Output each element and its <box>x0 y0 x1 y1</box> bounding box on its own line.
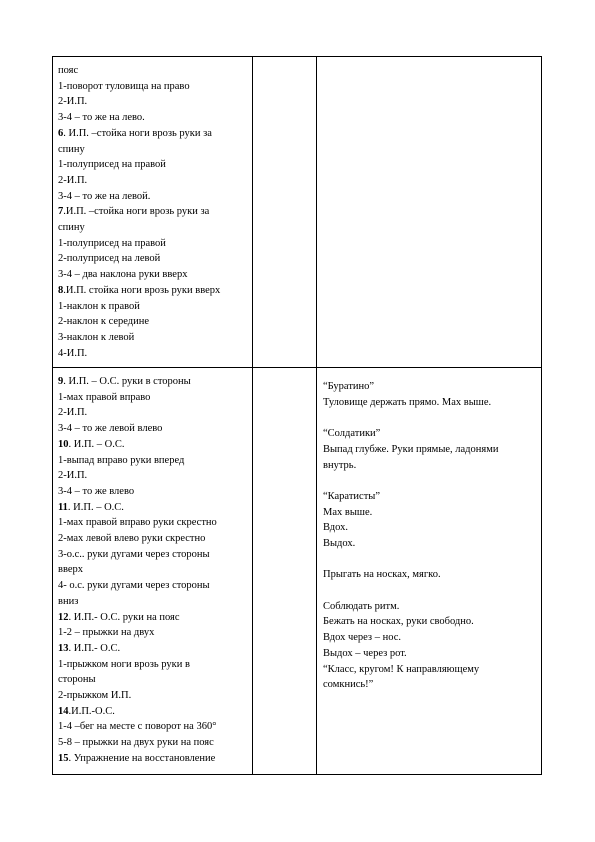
exercise-text: . Упражнение на восстановление <box>68 752 216 764</box>
blank-line <box>323 552 535 568</box>
exercise-text: 1-полуприсед на правой <box>58 237 166 249</box>
exercise-text: . И.П. – О.С. руки в стороны <box>63 376 191 387</box>
exercise-line <box>58 251 247 267</box>
instruction-line: “Класс, кругом! К направляющему <box>323 663 480 675</box>
exercise-text: 2-прыжком И.П. <box>58 690 132 702</box>
exercise-text: спину <box>58 222 85 234</box>
exercise-text: 1-мах правой вправо руки скрестно <box>58 517 217 529</box>
exercise-text: 1-поворот туловища на право <box>58 80 190 92</box>
exercise-text: 1-мах правой вправо <box>58 391 151 403</box>
instruction-line: внутрь. <box>323 459 357 471</box>
exercise-line <box>58 547 247 563</box>
exercise-line <box>58 299 247 315</box>
blank-line <box>323 473 535 489</box>
exercise-text: 2-полуприсед на левой <box>58 253 161 265</box>
instruction-line: Соблюдать ритм. <box>323 600 400 612</box>
exercise-line <box>58 657 247 673</box>
instruction-line: Мах выше. <box>323 506 373 518</box>
exercise-line <box>58 500 247 516</box>
dosage-cell <box>253 57 317 368</box>
exercise-text: 5-8 – прыжки на двух руки на пояс <box>58 737 214 749</box>
instruction-line: Выдох. <box>323 538 356 549</box>
exercise-text: 1-выпад вправо руки вперед <box>58 454 185 466</box>
exercise-line <box>58 110 247 126</box>
dosage-cell <box>253 368 317 775</box>
exercise-line <box>58 94 247 110</box>
exercise-text: вверх <box>58 564 84 576</box>
exercise-text: вниз <box>58 595 79 607</box>
exercise-text: . И.П. – О.С. <box>67 501 124 513</box>
exercise-line <box>58 641 247 657</box>
exercise-text: 1-4 –бег на месте с поворот на 360° <box>58 721 217 733</box>
exercise-text: . И.П.- О.С. <box>68 642 121 654</box>
exercise-number: 10 <box>58 438 69 450</box>
exercise-text: .И.П. –стойка ноги врозь руки за <box>63 206 210 218</box>
exercise-line <box>58 79 247 95</box>
instruction-line: “Каратисты” <box>323 490 380 502</box>
exercise-line <box>58 142 247 158</box>
exercise-line <box>58 314 247 330</box>
exercise-line <box>58 735 247 751</box>
exercise-line <box>58 189 247 205</box>
exercise-line <box>58 515 247 531</box>
exercise-line <box>58 594 247 610</box>
exercise-line <box>58 63 247 79</box>
exercise-text: 2-мах левой влево руки скрестно <box>58 533 206 545</box>
exercise-line <box>58 751 247 767</box>
exercise-line <box>58 672 247 688</box>
exercise-line <box>58 453 247 469</box>
exercise-text: . И.П. – О.С. <box>68 438 125 450</box>
instruction-line: Выдох – через рот. <box>323 647 407 659</box>
exercise-line <box>58 405 247 421</box>
exercise-line <box>58 390 247 406</box>
exercise-line <box>58 236 247 252</box>
exercise-text: 3-4 – то же левой влево <box>58 423 163 435</box>
exercise-text: .И.П. стойка ноги врозь руки вверх <box>63 284 221 296</box>
instruction-line: Бежать на носках, руки свободно. <box>323 616 474 628</box>
exercise-number: 13 <box>58 642 69 654</box>
exercise-line <box>58 157 247 173</box>
exercise-text: стороны <box>58 674 96 686</box>
exercise-text: . И.П.- О.С. руки на пояс <box>68 611 180 623</box>
exercise-text: 1-прыжком ноги врозь руки в <box>58 658 190 670</box>
exercise-text: 2-наклон к середине <box>58 316 150 328</box>
exercise-line <box>58 374 247 390</box>
exercise-line <box>58 346 247 362</box>
exercise-text: 3-4 – то же влево <box>58 485 135 497</box>
exercise-line <box>58 437 247 453</box>
exercise-number: 6 <box>58 127 64 139</box>
blank-line <box>323 583 535 599</box>
exercise-cell <box>53 368 253 775</box>
blank-line <box>323 410 535 426</box>
exercise-line <box>58 283 247 299</box>
instruction-line: “Буратино” <box>323 381 375 392</box>
exercise-text: 1-2 – прыжки на двух <box>58 627 155 639</box>
exercise-line <box>58 531 247 547</box>
exercise-text: спину <box>58 143 85 155</box>
exercise-line <box>58 468 247 484</box>
instructions-cell <box>317 57 542 368</box>
exercise-number: 12 <box>58 611 69 623</box>
exercise-number: 7 <box>58 206 64 218</box>
lesson-plan-table <box>52 56 542 775</box>
exercise-line <box>58 704 247 720</box>
instruction-line: Выпад глубже. Руки прямые, ладонями <box>323 443 499 455</box>
exercise-line <box>58 610 247 626</box>
exercise-number: 8 <box>58 284 64 296</box>
exercise-number: 9 <box>58 376 64 387</box>
exercise-text: 3-4 – два наклона руки вверх <box>58 269 188 281</box>
exercise-text: 4-И.П. <box>58 347 88 359</box>
instruction-line: сомкнись!” <box>323 679 374 691</box>
exercise-text: 3-4 – то же на лево. <box>58 112 145 124</box>
exercise-line <box>58 421 247 437</box>
exercise-line <box>58 330 247 346</box>
exercise-text: 3-наклон к левой <box>58 331 135 343</box>
instruction-line: Вдох через – нос. <box>323 632 401 644</box>
exercise-text: 4- о.с. руки дугами через стороны <box>58 580 210 592</box>
instruction-line: Прыгать на носках, мягко. <box>323 569 441 581</box>
table-row <box>53 57 542 368</box>
exercise-line <box>58 220 247 236</box>
instruction-line: Туловище держать прямо. Мах выше. <box>323 396 492 408</box>
exercise-text: 3-о.с.. руки дугами через стороны <box>58 548 210 560</box>
exercise-number: 11 <box>58 501 68 513</box>
exercise-text: 1-наклон к правой <box>58 300 140 312</box>
exercise-text: пояс <box>58 65 79 76</box>
exercise-text: 3-4 – то же на левой. <box>58 190 151 202</box>
exercise-cell <box>53 57 253 368</box>
exercise-number: 15 <box>58 752 69 764</box>
exercise-line <box>58 204 247 220</box>
exercise-text: 1-полуприсед на правой <box>58 159 166 171</box>
table-row <box>53 368 542 775</box>
exercise-line <box>58 267 247 283</box>
exercise-line <box>58 173 247 189</box>
exercise-text: .И.П.-О.С. <box>68 705 115 717</box>
exercise-line <box>58 126 247 142</box>
exercise-text: 2-И.П. <box>58 470 88 482</box>
instruction-line: Вдох. <box>323 522 348 534</box>
instructions-cell <box>317 368 542 775</box>
exercise-text: . И.П. –стойка ноги врозь руки за <box>63 127 212 139</box>
exercise-line <box>58 578 247 594</box>
exercise-line <box>58 625 247 641</box>
exercise-line <box>58 562 247 578</box>
exercise-line <box>58 719 247 735</box>
exercise-line <box>58 484 247 500</box>
exercise-text: 2-И.П. <box>58 407 88 419</box>
instruction-line: “Солдатики” <box>323 428 381 440</box>
exercise-text: 2-И.П. <box>58 174 88 186</box>
exercise-number: 14 <box>58 705 69 717</box>
exercise-text: 2-И.П. <box>58 96 88 108</box>
exercise-line <box>58 688 247 704</box>
